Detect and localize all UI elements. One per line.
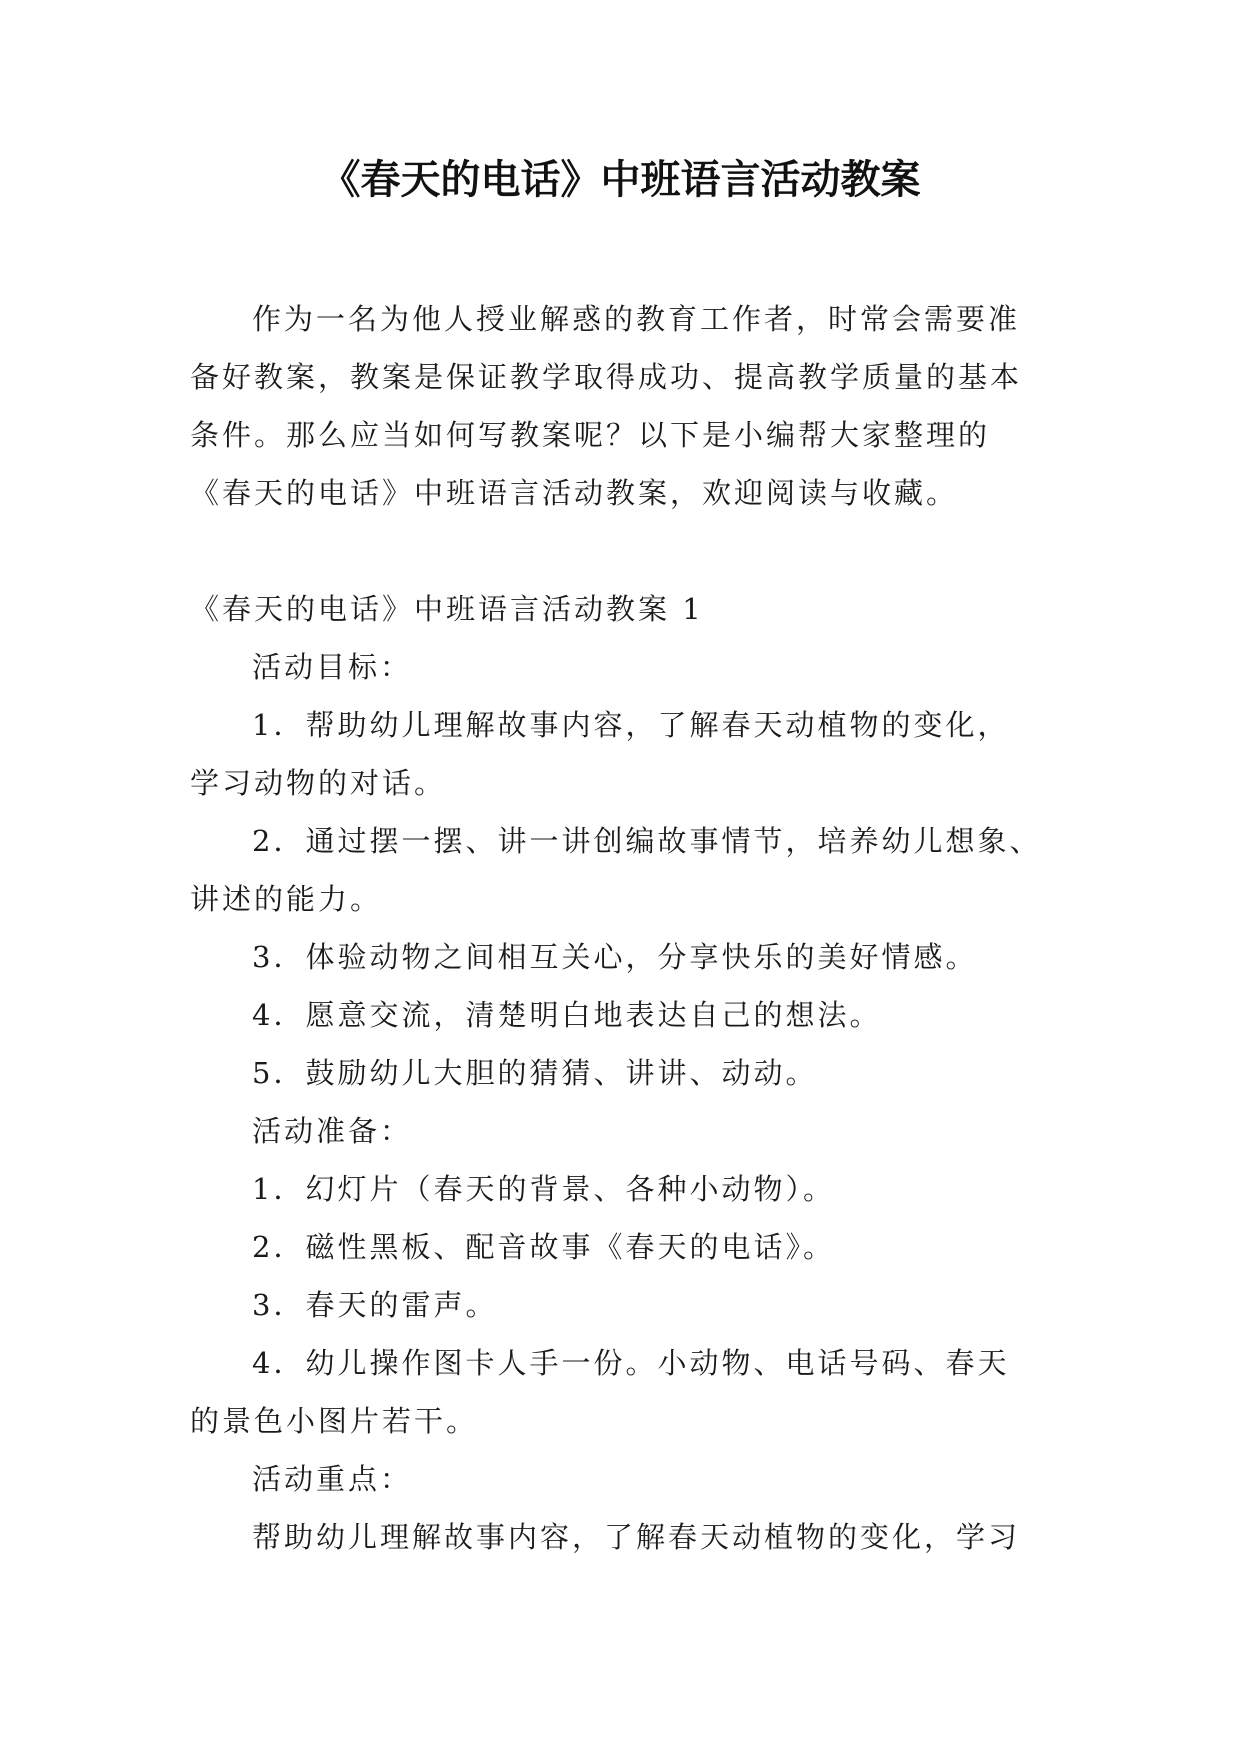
prep-item-continuation: 的景色小图片若干。 <box>190 1404 479 1438</box>
document-title: 《春天的电话》中班语言活动教案 <box>320 157 921 203</box>
goal-item: 3．体验动物之间相互关心，分享快乐的美好情感。 <box>252 940 978 974</box>
goal-item: 1．帮助幼儿理解故事内容，了解春天动植物的变化， <box>252 708 1010 742</box>
focus-text: 帮助幼儿理解故事内容，了解春天动植物的变化，学习 <box>252 1520 1021 1554</box>
prep-item: 2．磁性黑板、配音故事《春天的电话》。 <box>252 1230 835 1264</box>
intro-line: 条件。那么应当如何写教案呢？以下是小编帮大家整理的 <box>190 418 991 452</box>
prep-item: 1．幻灯片（春天的背景、各种小动物）。 <box>252 1172 835 1206</box>
goal-item: 4．愿意交流，清楚明白地表达自己的想法。 <box>252 998 882 1032</box>
document-body <box>190 290 1050 1566</box>
prep-item: 3．春天的雷声。 <box>252 1288 498 1322</box>
goal-item: 2．通过摆一摆、讲一讲创编故事情节，培养幼儿想象、 <box>252 824 1042 858</box>
paragraph-spacer <box>190 522 1050 580</box>
focus-heading: 活动重点： <box>252 1462 413 1496</box>
intro-line: 备好教案，教案是保证教学取得成功、提高教学质量的基本 <box>190 360 1023 394</box>
prep-item: 4．幼儿操作图卡人手一份。小动物、电话号码、春天 <box>252 1346 1010 1380</box>
goal-item-continuation: 讲述的能力。 <box>190 882 383 916</box>
goal-item-continuation: 学习动物的对话。 <box>190 766 447 800</box>
goals-heading: 活动目标： <box>252 650 413 684</box>
section-heading: 《春天的电话》中班语言活动教案 1 <box>190 592 704 626</box>
intro-line: 作为一名为他人授业解惑的教育工作者，时常会需要准 <box>252 302 1021 336</box>
intro-line: 《春天的电话》中班语言活动教案，欢迎阅读与收藏。 <box>190 476 959 510</box>
prep-heading: 活动准备： <box>252 1114 413 1148</box>
goal-item: 5．鼓励幼儿大胆的猜猜、讲讲、动动。 <box>252 1056 818 1090</box>
